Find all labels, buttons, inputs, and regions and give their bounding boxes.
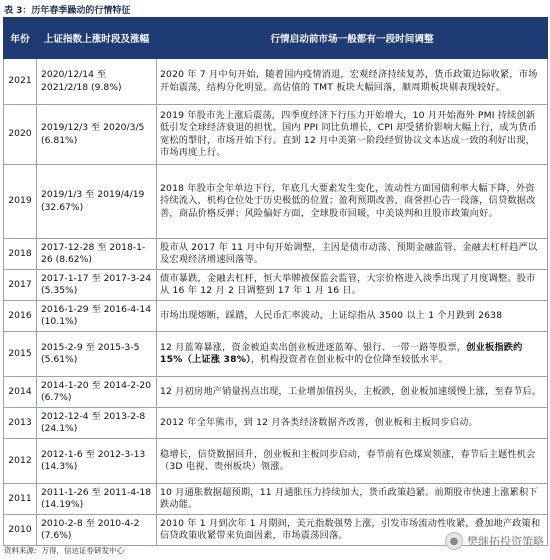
table-row [4, 484, 548, 515]
description-cell: 股市从 2017 年 11 月中旬开始调整，主因是债市动荡、预期金融监管、金融去杠杆趋严以及宏观经济增速回落等。 [157, 239, 548, 270]
source-note: 资料来源：万得，信达证券研发中心 [4, 546, 124, 555]
description-text: ，机构投资者在创业板中的仓位降至较低水平。 [250, 354, 449, 365]
year-cell: 2014 [4, 377, 37, 408]
description-cell [157, 332, 548, 377]
table-row [4, 332, 548, 377]
description-cell: 12 月初房地产销量拐点出现，工业增加值拐头，主板跌，创业板加速缓慢上涨，至春节后。 [157, 377, 548, 408]
year-cell: 2012 [4, 439, 37, 484]
period-cell: 2012-12-4 至 2013-2-8 (24.1%) [37, 408, 157, 439]
header-description: 行情启动前市场一般都有一段时间调整 [157, 18, 548, 59]
watermark-text: 樊继拓投资策略 [467, 535, 544, 548]
period-cell: 2014-1-20 至 2014-2-20 (6.7%) [37, 377, 157, 408]
period-cell: 2011-1-26 至 2011-4-18 (14.19%) [37, 484, 157, 515]
table-row [4, 239, 548, 270]
table-row [4, 301, 548, 332]
table-caption: 表 3：历年春季躁动的行情特征 [4, 6, 131, 16]
period-cell: 2012-1-6 至 2012-3-13 (14.3%) [37, 439, 157, 484]
header-period: 上证指数上涨时段及涨幅 [37, 18, 157, 59]
year-cell: 2018 [4, 239, 37, 270]
period-cell: 2019/1/3 至 2019/4/19 (32.67%) [37, 165, 157, 239]
year-cell: 2017 [4, 270, 37, 301]
description-cell: 2018 年股市全年单边下行，年底几大要素发生变化，流动性方面国债利率大幅下降，外资持续流入，机构仓位处于历史极低的位置；盈利预期改善，商誉担心告一段落，信贷数据改善，商品价格反弹；风险偏好方面，全球股市回暖，中美谈判和且股市政策向好。 [157, 165, 548, 239]
header-row [4, 18, 548, 59]
period-cell: 2015-2-9 至 2015-3-5 (5.61%) [37, 332, 157, 377]
year-cell: 2019 [4, 165, 37, 239]
year-cell: 2016 [4, 301, 37, 332]
table-row [4, 377, 548, 408]
description-highlight: 创业板指跌约 15%（上证涨 38%） [160, 341, 523, 365]
description-cell: 2019 年股市先上涨后震荡，四季度经济下行压力开始增大，10 月开始海外 PMI 持续创新低引发全球经济衰退的担忧。国内 PPI 同比负增长，CPI 却受猪价影响大幅上行，成为货币宽松的掣肘，市场开始下行。直到 12 月中美第一阶段经贸协议文本达成一致的利好出现，市场再度上行。 [157, 105, 548, 165]
period-cell: 2010-2-8 至 2010-4-2 (7.6%) [37, 515, 157, 546]
year-cell: 2013 [4, 408, 37, 439]
table-row [4, 439, 548, 484]
description-cell: 市场出现熔断，踩踏，人民币汇率波动，上证综指从 3500 以上 1 个月跌到 2638 [157, 301, 548, 332]
year-cell: 2020 [4, 105, 37, 165]
description-cell: 2012 年全年熊市，到 12 月各类经济数据齐改善，创业板和主板同步启动。 [157, 408, 548, 439]
year-cell: 2021 [4, 59, 37, 105]
period-cell: 2020/12/14 至 2021/2/18 (9.8%) [37, 59, 157, 105]
table-row [4, 105, 548, 165]
period-cell: 2017-12-28 至 2018-1-26 (8.62%) [37, 239, 157, 270]
year-cell: 2011 [4, 484, 37, 515]
header-year: 年份 [4, 18, 37, 59]
watermark [445, 532, 544, 550]
description-cell: 10 月通胀数据超预期，11 月通胀压力持续加大，货币政策趋紧。前期股市快速上涨累积下跌动能。 [157, 484, 548, 515]
period-cell: 2016-1-29 至 2016-4-14 (10.1%) [37, 301, 157, 332]
wechat-icon: ● [445, 532, 463, 550]
year-cell: 2010 [4, 515, 37, 546]
period-cell: 2017-1-17 至 2017-3-24 (5.35%) [37, 270, 157, 301]
year-cell: 2015 [4, 332, 37, 377]
table-row [4, 270, 548, 301]
period-cell: 2019/12/3 至 2020/3/5 (6.81%) [37, 105, 157, 165]
table-row [4, 59, 548, 105]
description-cell: 稳增长，信贷数据回升，创业板和主板同步启动，春节前有色煤炭领涨，春节后主题性机会（3D 电视、贵州板块）领涨。 [157, 439, 548, 484]
description-cell: 债市暴跌，金融去杠杆，恒大举牌被保监会监管，大宗价格进入淡季出现了月度调整。股市从 16 年 12 月 2 日调整到 17 年 1 月 16 日。 [157, 270, 548, 301]
table-row [4, 408, 548, 439]
market-table [3, 17, 548, 546]
description-cell: 2010 年 1 月到次年 1 月期间，美元指数强势上涨，引发市场流动性收紧，叠加地产政策和信贷政策收紧带来负面因素，市场震荡回落。 [157, 515, 548, 546]
description-text: 12 月蓝筹暴涨，资金被迫卖出创业板进逐蓝筹、银行、一带一路等股票， [160, 341, 467, 353]
table-wrapper [3, 17, 547, 546]
table-row [4, 165, 548, 239]
description-cell: 2020 年 7 月中旬开始，随着国内疫情消退，宏观经济持续复苏，货币政策边际收紧，市场开始震荡，结构分化明显。高估值的 TMT 板块大幅回落，顺周期板块剔表现较好。 [157, 59, 548, 105]
